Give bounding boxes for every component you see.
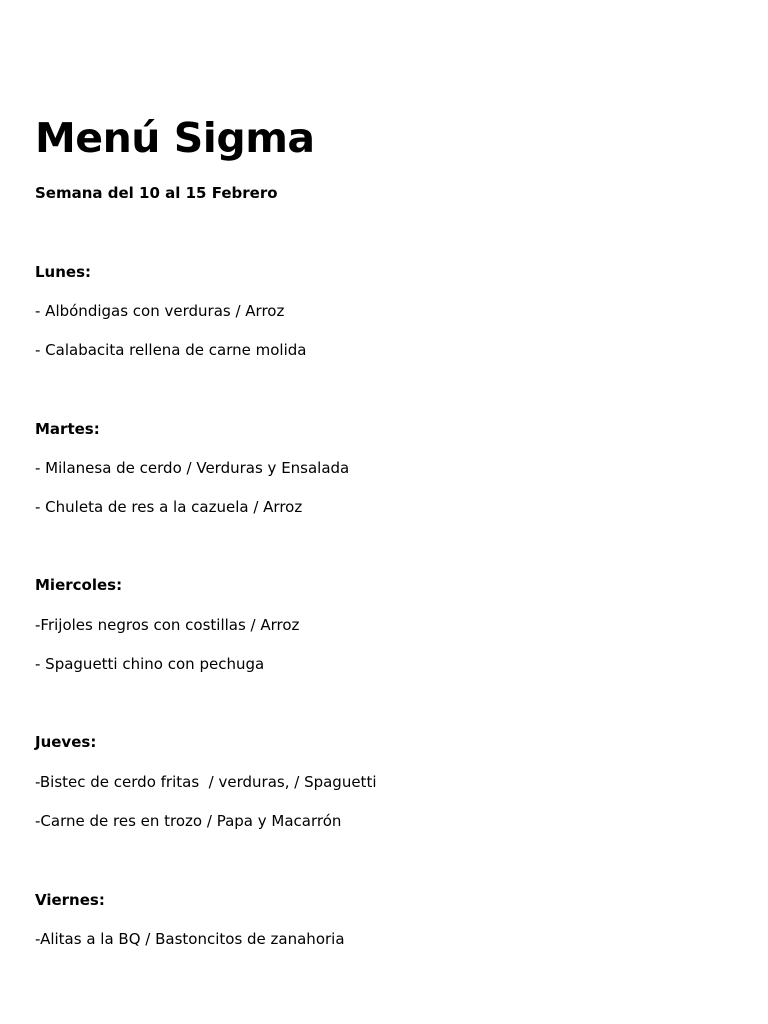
page-title: Menú Sigma bbox=[35, 114, 315, 162]
dish-item: - Chuleta de res a la cazuela / Arroz bbox=[35, 498, 303, 516]
dish-item: -Bistec de cerdo fritas / verduras, / Spaguetti bbox=[35, 773, 377, 791]
day-heading-viernes: Viernes: bbox=[35, 891, 105, 909]
dish-item: -Frijoles negros con costillas / Arroz bbox=[35, 616, 300, 634]
day-heading-miercoles: Miercoles: bbox=[35, 576, 123, 594]
dish-item: - Milanesa de cerdo / Verduras y Ensalada bbox=[35, 459, 350, 477]
dish-item: - Spaguetti chino con pechuga bbox=[35, 655, 265, 673]
day-heading-jueves: Jueves: bbox=[35, 733, 97, 751]
dish-item: - Albóndigas con verduras / Arroz bbox=[35, 302, 285, 320]
day-heading-lunes: Lunes: bbox=[35, 263, 92, 281]
dish-item: - Calabacita rellena de carne molida bbox=[35, 341, 307, 359]
dish-item: -Carne de res en trozo / Papa y Macarrón bbox=[35, 812, 342, 830]
day-heading-martes: Martes: bbox=[35, 420, 100, 438]
dish-item: -Alitas a la BQ / Bastoncitos de zanahoria bbox=[35, 930, 345, 948]
week-subtitle: Semana del 10 al 15 Febrero bbox=[35, 184, 278, 202]
